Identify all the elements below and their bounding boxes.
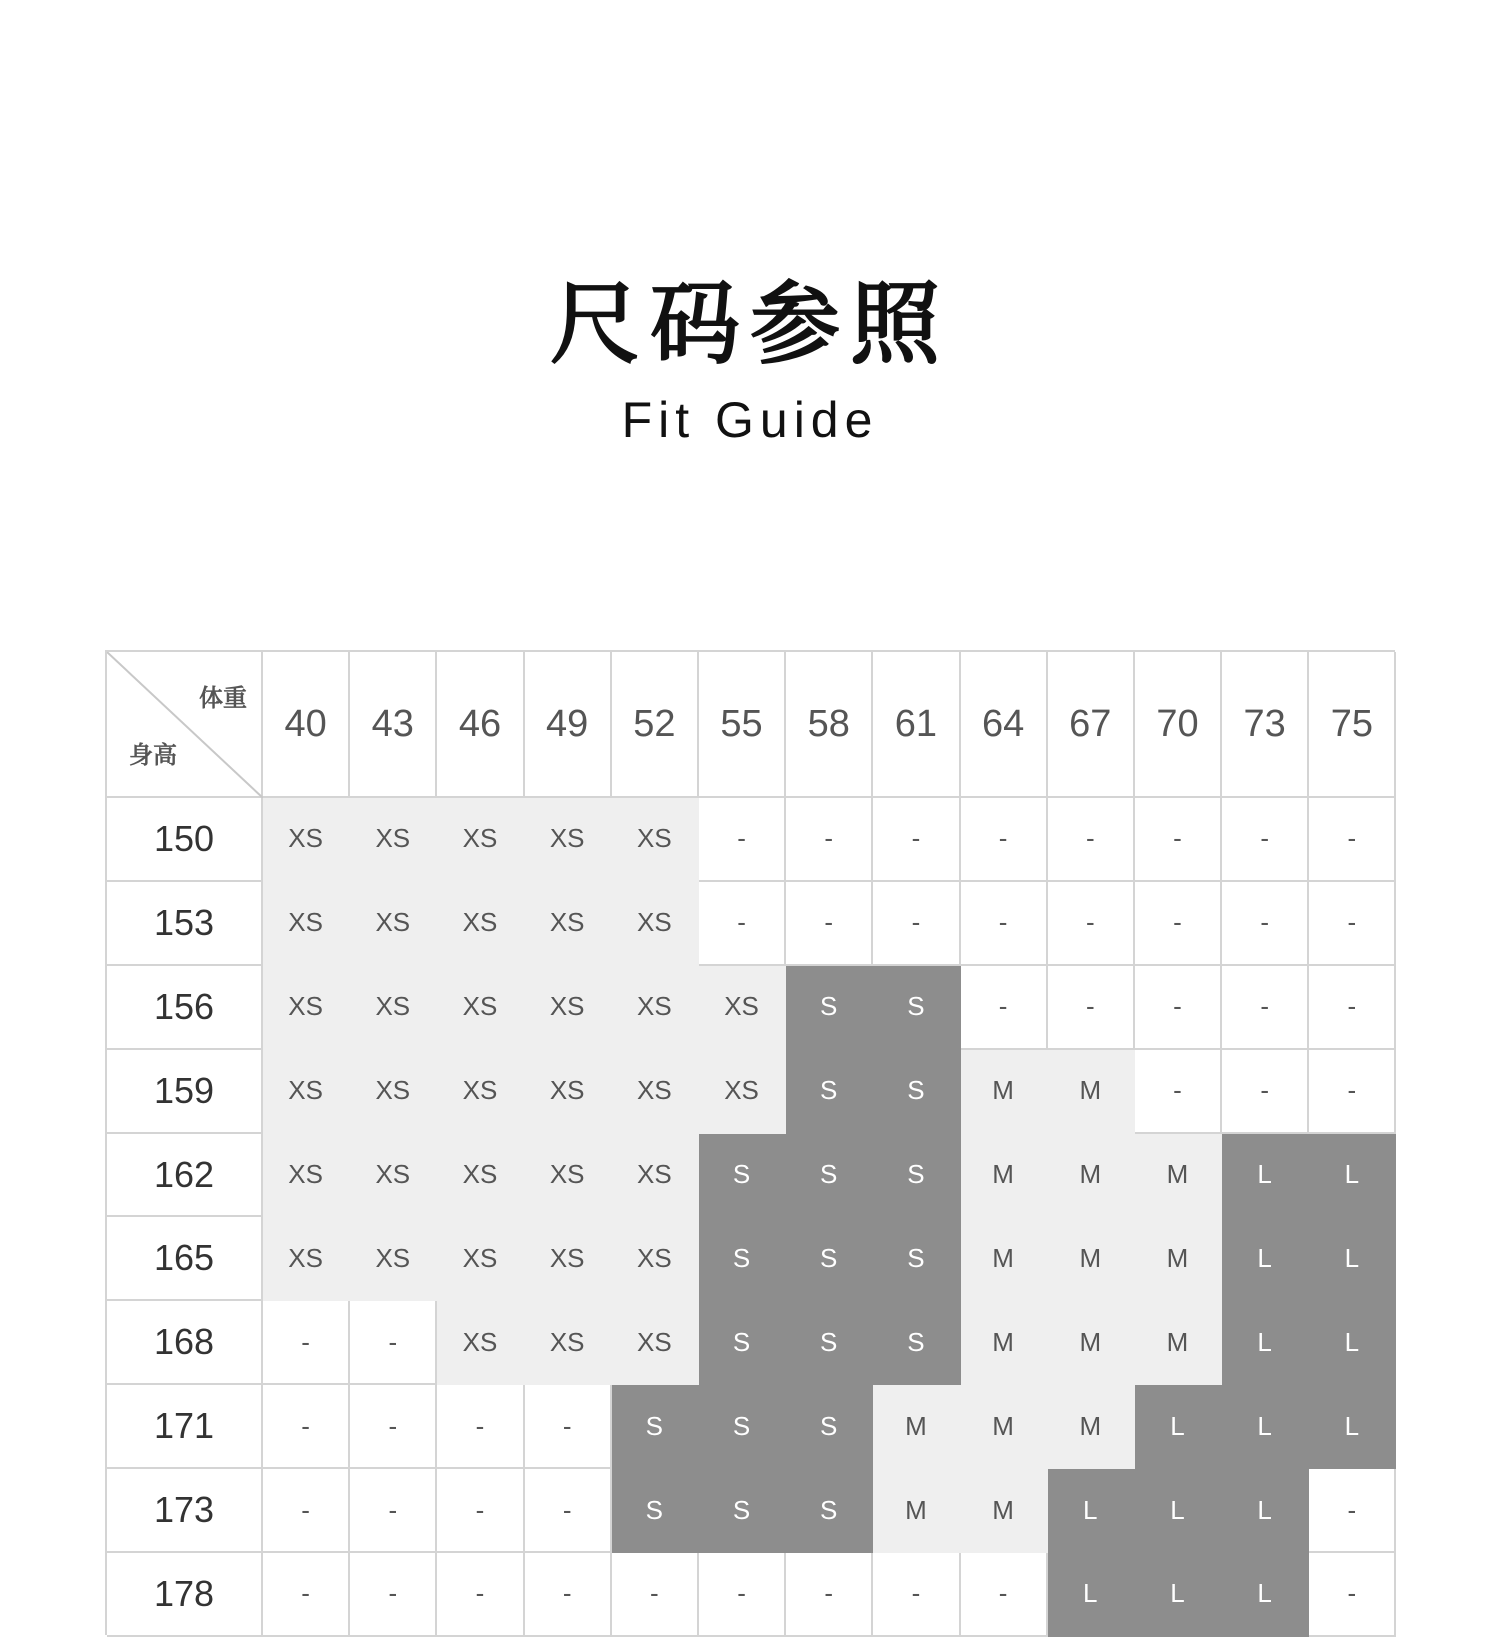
size-cell: - bbox=[350, 1385, 437, 1469]
size-cell: - bbox=[1135, 966, 1222, 1050]
size-cell: - bbox=[350, 1469, 437, 1553]
size-cell: XS bbox=[263, 798, 350, 882]
size-cell: - bbox=[1222, 882, 1309, 966]
size-cell: L bbox=[1222, 1217, 1309, 1301]
size-cell: XS bbox=[350, 1217, 437, 1301]
size-cell: M bbox=[1048, 1134, 1135, 1218]
size-cell: - bbox=[961, 966, 1048, 1050]
height-header: 159 bbox=[107, 1050, 263, 1134]
size-cell: S bbox=[873, 1134, 960, 1218]
size-cell: - bbox=[1309, 966, 1396, 1050]
height-header: 162 bbox=[107, 1134, 263, 1218]
height-header: 153 bbox=[107, 882, 263, 966]
size-cell: XS bbox=[350, 882, 437, 966]
size-cell: - bbox=[437, 1385, 524, 1469]
size-cell: M bbox=[1135, 1134, 1222, 1218]
size-cell: - bbox=[1135, 882, 1222, 966]
size-cell: - bbox=[786, 1553, 873, 1637]
size-cell: - bbox=[350, 1301, 437, 1385]
height-header: 173 bbox=[107, 1469, 263, 1553]
size-cell: L bbox=[1222, 1385, 1309, 1469]
size-cell: S bbox=[786, 1050, 873, 1134]
size-cell: - bbox=[263, 1385, 350, 1469]
size-cell: XS bbox=[350, 798, 437, 882]
size-cell: XS bbox=[612, 1217, 699, 1301]
page-title: 尺码参照 bbox=[550, 272, 950, 377]
size-cell: XS bbox=[612, 798, 699, 882]
size-cell: M bbox=[873, 1469, 960, 1553]
size-cell: - bbox=[699, 1553, 786, 1637]
size-cell: XS bbox=[525, 882, 612, 966]
size-cell: XS bbox=[525, 1217, 612, 1301]
size-cell: S bbox=[786, 1134, 873, 1218]
size-cell: XS bbox=[612, 1050, 699, 1134]
size-cell: - bbox=[1309, 1050, 1396, 1134]
size-cell: S bbox=[612, 1469, 699, 1553]
page-subtitle: Fit Guide bbox=[621, 392, 879, 448]
size-cell: M bbox=[1048, 1385, 1135, 1469]
height-axis-label: 身高 bbox=[129, 741, 177, 769]
size-cell: - bbox=[786, 882, 873, 966]
size-cell: XS bbox=[525, 1134, 612, 1218]
size-table bbox=[105, 650, 1395, 1635]
size-cell: XS bbox=[350, 1134, 437, 1218]
size-cell: L bbox=[1135, 1469, 1222, 1553]
size-cell: XS bbox=[437, 966, 524, 1050]
size-cell: - bbox=[1309, 1553, 1396, 1637]
size-cell: XS bbox=[263, 966, 350, 1050]
size-cell: XS bbox=[263, 1217, 350, 1301]
size-cell: - bbox=[525, 1553, 612, 1637]
size-cell: S bbox=[786, 966, 873, 1050]
size-cell: M bbox=[961, 1385, 1048, 1469]
size-cell: L bbox=[1309, 1385, 1396, 1469]
size-cell: - bbox=[437, 1469, 524, 1553]
weight-header: 73 bbox=[1222, 652, 1309, 798]
size-cell: XS bbox=[612, 1301, 699, 1385]
size-cell: XS bbox=[437, 798, 524, 882]
diagonal-line bbox=[107, 652, 263, 798]
size-cell: - bbox=[612, 1553, 699, 1637]
size-cell: L bbox=[1135, 1553, 1222, 1637]
size-cell: L bbox=[1309, 1301, 1396, 1385]
size-cell: - bbox=[1222, 1050, 1309, 1134]
size-cell: M bbox=[1048, 1301, 1135, 1385]
height-header: 168 bbox=[107, 1301, 263, 1385]
size-cell: S bbox=[786, 1385, 873, 1469]
size-cell: - bbox=[1135, 1050, 1222, 1134]
size-cell: - bbox=[1309, 1469, 1396, 1553]
size-cell: - bbox=[525, 1385, 612, 1469]
size-cell: XS bbox=[437, 1134, 524, 1218]
size-cell: L bbox=[1048, 1553, 1135, 1637]
weight-header: 52 bbox=[612, 652, 699, 798]
size-cell: XS bbox=[437, 1217, 524, 1301]
size-cell: - bbox=[961, 882, 1048, 966]
size-cell: - bbox=[1135, 798, 1222, 882]
size-cell: XS bbox=[525, 1301, 612, 1385]
size-cell: S bbox=[699, 1385, 786, 1469]
size-cell: - bbox=[1048, 798, 1135, 882]
size-cell: S bbox=[699, 1469, 786, 1553]
size-cell: - bbox=[873, 882, 960, 966]
size-cell: L bbox=[1048, 1469, 1135, 1553]
corner-header bbox=[107, 652, 263, 798]
size-cell: S bbox=[873, 1050, 960, 1134]
size-cell: L bbox=[1222, 1134, 1309, 1218]
size-cell: XS bbox=[525, 1050, 612, 1134]
size-cell: M bbox=[1048, 1050, 1135, 1134]
size-cell: XS bbox=[350, 1050, 437, 1134]
size-cell: - bbox=[699, 882, 786, 966]
size-cell: XS bbox=[699, 1050, 786, 1134]
weight-axis-label: 体重 bbox=[199, 684, 247, 712]
size-cell: M bbox=[1135, 1301, 1222, 1385]
weight-header: 64 bbox=[961, 652, 1048, 798]
size-cell: S bbox=[873, 966, 960, 1050]
size-cell: - bbox=[1222, 966, 1309, 1050]
size-cell: XS bbox=[350, 966, 437, 1050]
size-cell: M bbox=[961, 1050, 1048, 1134]
size-cell: XS bbox=[437, 882, 524, 966]
size-cell: - bbox=[263, 1553, 350, 1637]
height-header: 165 bbox=[107, 1217, 263, 1301]
size-cell: S bbox=[786, 1301, 873, 1385]
weight-header: 61 bbox=[873, 652, 960, 798]
size-cell: - bbox=[699, 798, 786, 882]
weight-header: 70 bbox=[1135, 652, 1222, 798]
size-cell: M bbox=[1135, 1217, 1222, 1301]
size-cell: M bbox=[961, 1301, 1048, 1385]
size-cell: - bbox=[1309, 798, 1396, 882]
weight-header: 43 bbox=[350, 652, 437, 798]
size-cell: - bbox=[525, 1469, 612, 1553]
size-cell: - bbox=[437, 1553, 524, 1637]
size-cell: XS bbox=[612, 882, 699, 966]
size-cell: XS bbox=[612, 966, 699, 1050]
size-cell: XS bbox=[699, 966, 786, 1050]
size-cell: XS bbox=[525, 798, 612, 882]
size-cell: S bbox=[699, 1134, 786, 1218]
size-cell: - bbox=[350, 1553, 437, 1637]
weight-header: 46 bbox=[437, 652, 524, 798]
weight-header: 67 bbox=[1048, 652, 1135, 798]
size-cell: S bbox=[873, 1217, 960, 1301]
size-cell: M bbox=[961, 1217, 1048, 1301]
size-cell: S bbox=[786, 1217, 873, 1301]
size-cell: XS bbox=[437, 1050, 524, 1134]
size-cell: L bbox=[1222, 1553, 1309, 1637]
size-cell: - bbox=[873, 798, 960, 882]
size-cell: M bbox=[1048, 1217, 1135, 1301]
size-cell: L bbox=[1309, 1217, 1396, 1301]
size-cell: - bbox=[786, 798, 873, 882]
weight-header: 75 bbox=[1309, 652, 1396, 798]
size-cell: L bbox=[1222, 1301, 1309, 1385]
weight-header: 58 bbox=[786, 652, 873, 798]
size-cell: - bbox=[1048, 966, 1135, 1050]
size-cell: L bbox=[1222, 1469, 1309, 1553]
size-cell: S bbox=[786, 1469, 873, 1553]
size-cell: - bbox=[1222, 798, 1309, 882]
size-cell: - bbox=[961, 798, 1048, 882]
size-cell: S bbox=[699, 1217, 786, 1301]
size-cell: XS bbox=[263, 1134, 350, 1218]
size-cell: XS bbox=[437, 1301, 524, 1385]
height-header: 178 bbox=[107, 1553, 263, 1637]
height-header: 156 bbox=[107, 966, 263, 1050]
size-cell: M bbox=[873, 1385, 960, 1469]
size-cell: S bbox=[699, 1301, 786, 1385]
size-cell: XS bbox=[612, 1134, 699, 1218]
size-cell: - bbox=[1309, 882, 1396, 966]
size-cell: XS bbox=[263, 882, 350, 966]
size-cell: L bbox=[1135, 1385, 1222, 1469]
size-cell: - bbox=[873, 1553, 960, 1637]
weight-header: 40 bbox=[263, 652, 350, 798]
size-cell: - bbox=[263, 1469, 350, 1553]
size-cell: - bbox=[961, 1553, 1048, 1637]
size-cell: M bbox=[961, 1469, 1048, 1553]
size-cell: - bbox=[263, 1301, 350, 1385]
size-cell: XS bbox=[263, 1050, 350, 1134]
height-header: 150 bbox=[107, 798, 263, 882]
size-cell: M bbox=[961, 1134, 1048, 1218]
size-cell: - bbox=[1048, 882, 1135, 966]
size-cell: S bbox=[612, 1385, 699, 1469]
size-cell: L bbox=[1309, 1134, 1396, 1218]
size-cell: XS bbox=[525, 966, 612, 1050]
weight-header: 55 bbox=[699, 652, 786, 798]
height-header: 171 bbox=[107, 1385, 263, 1469]
size-cell: S bbox=[873, 1301, 960, 1385]
weight-header: 49 bbox=[525, 652, 612, 798]
